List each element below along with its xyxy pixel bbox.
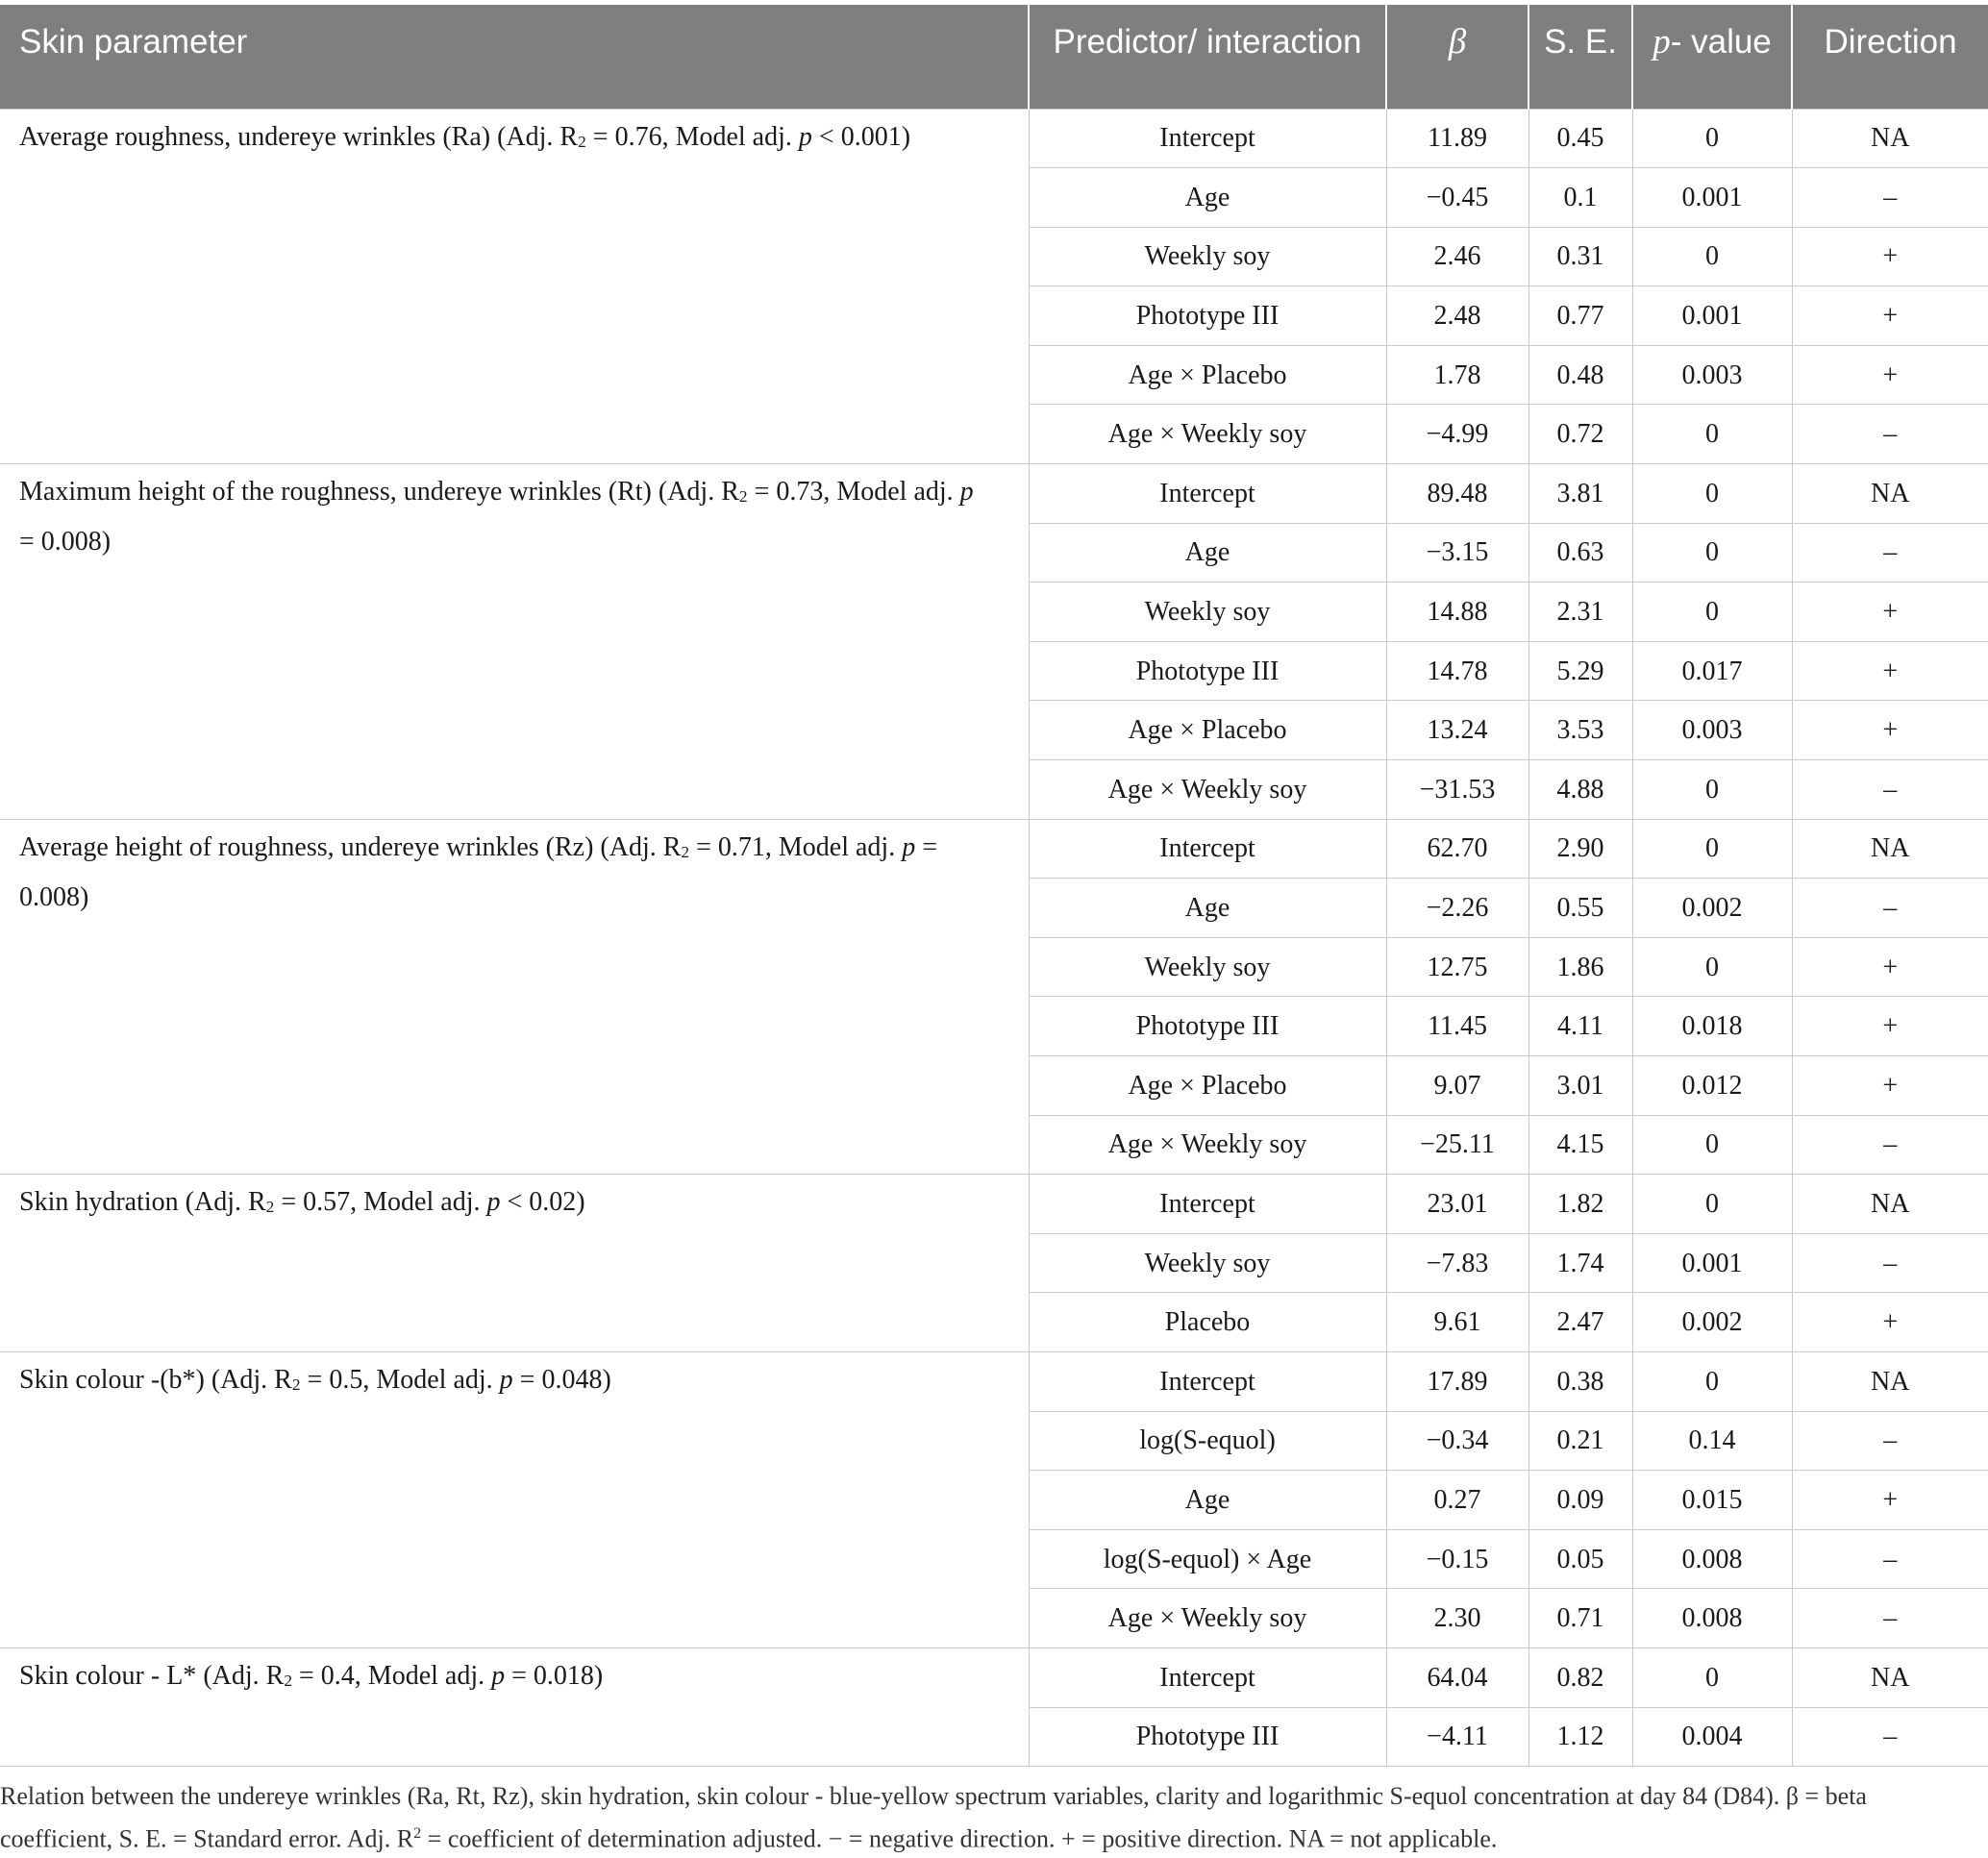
direction-cell: – [1792,523,1988,582]
se-cell: 3.01 [1528,1056,1632,1116]
beta-cell: −4.11 [1386,1707,1528,1767]
skin-parameter-cell [0,1351,1029,1647]
predictor-cell: log(S-equol) × Age [1029,1529,1386,1589]
beta-cell: 11.89 [1386,109,1528,168]
p-letter: p [798,121,812,152]
direction-cell: + [1792,937,1988,997]
adj-r-label: (Adj. R [211,1364,292,1395]
model-adj-label: , Model adj. [354,1660,492,1691]
table-row [0,1351,1988,1411]
table-row [0,819,1988,879]
se-cell: 0.21 [1528,1411,1632,1471]
p-value-cell: 0 [1632,405,1792,464]
p-operator: = [19,527,35,557]
r-subscript: 2 [738,487,748,507]
se-cell: 0.55 [1528,879,1632,938]
direction-cell: NA [1792,1647,1988,1707]
model-p-value: 0.048 [541,1364,603,1395]
model-p-value: 0.02 [529,1187,577,1218]
header-skin-parameter: Skin parameter [0,5,1029,109]
se-cell: 0.63 [1528,523,1632,582]
p-letter: p [902,831,916,862]
p-value-cell: 0 [1632,109,1792,168]
se-cell: 4.15 [1528,1115,1632,1175]
beta-cell: 13.24 [1386,701,1528,760]
direction-cell: – [1792,1529,1988,1589]
direction-cell: – [1792,879,1988,938]
predictor-cell: Placebo [1029,1293,1386,1352]
se-cell: 1.12 [1528,1707,1632,1767]
beta-cell: −4.99 [1386,405,1528,464]
predictor-cell: Phototype III [1029,641,1386,701]
se-cell: 0.71 [1528,1589,1632,1648]
p-value-cell: 0.003 [1632,701,1792,760]
adj-r2-value: 0.73 [776,477,824,508]
direction-cell: – [1792,405,1988,464]
se-cell: 4.88 [1528,760,1632,820]
se-cell: 1.86 [1528,937,1632,997]
parameter-name: Skin hydration [19,1187,179,1218]
direction-cell: + [1792,997,1988,1056]
se-cell: 0.1 [1528,168,1632,228]
equals-sign: = [585,121,615,152]
direction-cell: NA [1792,819,1988,879]
predictor-cell: Age × Weekly soy [1029,760,1386,820]
se-cell: 0.82 [1528,1647,1632,1707]
predictor-cell: Phototype III [1029,1707,1386,1767]
header-beta [1386,5,1528,109]
beta-cell: 11.45 [1386,997,1528,1056]
model-adj-label: , Model adj. [350,1187,487,1218]
p-value-cell: 0.008 [1632,1589,1792,1648]
p-value-cell: 0.14 [1632,1411,1792,1471]
close-paren: ) [576,1187,585,1218]
predictor-cell: Phototype III [1029,997,1386,1056]
model-adj-label: , Model adj. [823,477,960,508]
beta-cell: 2.30 [1386,1589,1528,1648]
predictor-cell: Age [1029,168,1386,228]
skin-parameter-cell [0,1647,1029,1766]
parameter-name: Skin colour -(b*) [19,1364,205,1395]
beta-cell: 1.78 [1386,345,1528,405]
beta-cell: 9.07 [1386,1056,1528,1116]
p-value-cell: 0 [1632,819,1792,879]
p-letter: p [1653,22,1671,62]
equals-sign: = [747,477,777,508]
p-value-cell: 0 [1632,464,1792,524]
beta-cell: 23.01 [1386,1175,1528,1234]
close-paren: ) [101,527,112,557]
p-letter: p [486,1187,501,1218]
p-operator: = [922,831,937,862]
beta-cell: 14.78 [1386,641,1528,701]
p-operator: < [818,121,834,152]
r-subscript: 2 [291,1375,301,1394]
direction-cell: – [1792,760,1988,820]
model-p-value: 0.008 [19,881,80,912]
predictor-cell: Intercept [1029,819,1386,879]
predictor-cell: Age [1029,1471,1386,1530]
predictor-cell: Intercept [1029,1351,1386,1411]
beta-cell: −0.34 [1386,1411,1528,1471]
se-cell: 0.45 [1528,109,1632,168]
direction-cell: + [1792,227,1988,286]
p-letter: p [959,477,974,508]
model-p-value: 0.018 [533,1660,594,1691]
r-subscript: 2 [578,132,586,151]
p-suffix: - value [1670,23,1772,61]
beta-symbol: β [1448,22,1467,62]
equals-sign: = [689,831,718,862]
predictor-cell: log(S-equol) [1029,1411,1386,1471]
p-value-cell: 0.001 [1632,168,1792,228]
p-value-cell: 0.001 [1632,286,1792,346]
predictor-cell: Intercept [1029,1175,1386,1234]
skin-parameter-cell [0,464,1029,820]
predictor-cell: Weekly soy [1029,582,1386,642]
p-letter: p [499,1364,513,1395]
r-subscript: 2 [265,1198,275,1217]
table-row [0,1175,1988,1234]
predictor-cell: Phototype III [1029,286,1386,346]
header-predictor: Predictor/ interaction [1029,5,1386,109]
adj-r-label: (Adj. R [185,1187,266,1218]
se-cell: 0.77 [1528,286,1632,346]
direction-cell: + [1792,286,1988,346]
p-operator: = [519,1364,535,1395]
p-operator: = [511,1660,527,1691]
r-subscript: 2 [284,1671,292,1690]
beta-cell: 12.75 [1386,937,1528,997]
predictor-cell: Intercept [1029,1647,1386,1707]
direction-cell: NA [1792,464,1988,524]
parameter-name: Maximum height of the roughness, undereye wrinkles (Rt) [19,477,652,508]
p-operator: < [507,1187,523,1218]
p-value-cell: 0 [1632,1647,1792,1707]
p-value-cell: 0 [1632,1115,1792,1175]
se-cell: 5.29 [1528,641,1632,701]
se-cell: 0.38 [1528,1351,1632,1411]
parameter-name: Average roughness, undereye wrinkles (Ra) [19,121,491,152]
close-paren: ) [593,1660,604,1691]
beta-cell: 2.46 [1386,227,1528,286]
beta-cell: −0.45 [1386,168,1528,228]
model-adj-label: , Model adj. [764,831,903,862]
beta-cell: −25.11 [1386,1115,1528,1175]
p-value-cell: 0 [1632,523,1792,582]
predictor-cell: Age [1029,523,1386,582]
p-value-cell: 0 [1632,937,1792,997]
caption-text-1: Relation between the undereye wrinkles (Ra, Rt, Rz), skin hydration, skin colour - blue-yellow spectrum variables, clarity and logarithmic S-equol concentration at day 84 (D84). β = beta coefficient, S. E. = Standard error. Adj. R [0,1782,1867,1853]
beta-cell: −31.53 [1386,760,1528,820]
adj-r2-value: 0.71 [717,831,765,862]
direction-cell: NA [1792,109,1988,168]
se-cell: 2.31 [1528,582,1632,642]
p-value-cell: 0.001 [1632,1233,1792,1293]
direction-cell: + [1792,1056,1988,1116]
p-letter: p [491,1660,506,1691]
p-value-cell: 0 [1632,1175,1792,1234]
caption-superscript: 2 [413,1825,422,1842]
beta-cell: 89.48 [1386,464,1528,524]
beta-cell: −2.26 [1386,879,1528,938]
p-value-cell: 0 [1632,1351,1792,1411]
equals-sign: = [292,1660,321,1691]
close-paren: ) [80,881,89,912]
predictor-cell: Age [1029,879,1386,938]
close-paren: ) [602,1364,611,1395]
table-caption [0,1777,1961,1858]
header-se: S. E. [1528,5,1632,109]
parameter-name: Average height of roughness, undereye wrinkles (Rz) [19,831,594,862]
direction-cell: – [1792,1707,1988,1767]
p-value-cell: 0 [1632,582,1792,642]
table-body [0,109,1988,1767]
predictor-cell: Intercept [1029,464,1386,524]
beta-cell: −3.15 [1386,523,1528,582]
predictor-cell: Intercept [1029,109,1386,168]
p-value-cell: 0.018 [1632,997,1792,1056]
header-row [0,5,1988,109]
adj-r-label: (Adj. R [497,121,579,152]
direction-cell: + [1792,1471,1988,1530]
equals-sign: = [300,1364,330,1395]
predictor-cell: Weekly soy [1029,937,1386,997]
se-cell: 0.31 [1528,227,1632,286]
se-cell: 1.74 [1528,1233,1632,1293]
predictor-cell: Age × Placebo [1029,1056,1386,1116]
adj-r2-value: 0.57 [303,1187,351,1218]
se-cell: 0.72 [1528,405,1632,464]
beta-cell: 64.04 [1386,1647,1528,1707]
se-cell: 2.47 [1528,1293,1632,1352]
adj-r-label: (Adj. R [658,477,739,508]
adj-r-label: (Adj. R [600,831,682,862]
direction-cell: + [1792,345,1988,405]
equals-sign: = [274,1187,304,1218]
p-value-cell: 0 [1632,227,1792,286]
direction-cell: + [1792,582,1988,642]
predictor-cell: Age × Weekly soy [1029,405,1386,464]
se-cell: 0.05 [1528,1529,1632,1589]
p-value-cell: 0.012 [1632,1056,1792,1116]
se-cell: 4.11 [1528,997,1632,1056]
model-p-value: 0.008 [40,527,102,557]
skin-parameter-cell [0,1175,1029,1352]
p-value-cell: 0.002 [1632,879,1792,938]
caption-text-2: = coefficient of determination adjusted. − = negative direction. + = positive direction. NA = not applicable. [421,1824,1498,1853]
p-value-cell: 0.017 [1632,641,1792,701]
skin-parameter-cell [0,109,1029,464]
regression-table [0,5,1988,1767]
model-adj-label: , Model adj. [362,1364,500,1395]
beta-cell: 17.89 [1386,1351,1528,1411]
p-value-cell: 0.002 [1632,1293,1792,1352]
close-paren: ) [901,121,911,152]
p-value-cell: 0.004 [1632,1707,1792,1767]
direction-cell: – [1792,1233,1988,1293]
se-cell: 0.09 [1528,1471,1632,1530]
direction-cell: – [1792,1411,1988,1471]
direction-cell: + [1792,641,1988,701]
adj-r2-value: 0.5 [329,1364,363,1395]
predictor-cell: Age × Weekly soy [1029,1589,1386,1648]
direction-cell: – [1792,168,1988,228]
se-cell: 3.81 [1528,464,1632,524]
header-p-value [1632,5,1792,109]
se-cell: 1.82 [1528,1175,1632,1234]
direction-cell: NA [1792,1175,1988,1234]
direction-cell: – [1792,1589,1988,1648]
predictor-cell: Age × Placebo [1029,345,1386,405]
predictor-cell: Age × Weekly soy [1029,1115,1386,1175]
beta-cell: 2.48 [1386,286,1528,346]
direction-cell: NA [1792,1351,1988,1411]
adj-r2-value: 0.4 [320,1660,355,1691]
beta-cell: −7.83 [1386,1233,1528,1293]
beta-cell: −0.15 [1386,1529,1528,1589]
p-value-cell: 0.015 [1632,1471,1792,1530]
beta-cell: 9.61 [1386,1293,1528,1352]
adj-r-label: (Adj. R [203,1660,285,1691]
beta-cell: 0.27 [1386,1471,1528,1530]
direction-cell: + [1792,701,1988,760]
p-value-cell: 0.003 [1632,345,1792,405]
se-cell: 3.53 [1528,701,1632,760]
r-subscript: 2 [681,842,690,861]
model-p-value: 0.001 [840,121,902,152]
se-cell: 2.90 [1528,819,1632,879]
skin-parameter-cell [0,819,1029,1175]
beta-cell: 62.70 [1386,819,1528,879]
se-cell: 0.48 [1528,345,1632,405]
p-value-cell: 0.008 [1632,1529,1792,1589]
direction-cell: + [1792,1293,1988,1352]
predictor-cell: Weekly soy [1029,227,1386,286]
parameter-name: Skin colour - L* [19,1660,197,1691]
table-row [0,464,1988,524]
adj-r2-value: 0.76 [614,121,662,152]
predictor-cell: Weekly soy [1029,1233,1386,1293]
model-adj-label: , Model adj. [661,121,799,152]
direction-cell: – [1792,1115,1988,1175]
p-value-cell: 0 [1632,760,1792,820]
header-direction: Direction [1792,5,1988,109]
table-row [0,109,1988,168]
predictor-cell: Age × Placebo [1029,701,1386,760]
beta-cell: 14.88 [1386,582,1528,642]
table-row [0,1647,1988,1707]
